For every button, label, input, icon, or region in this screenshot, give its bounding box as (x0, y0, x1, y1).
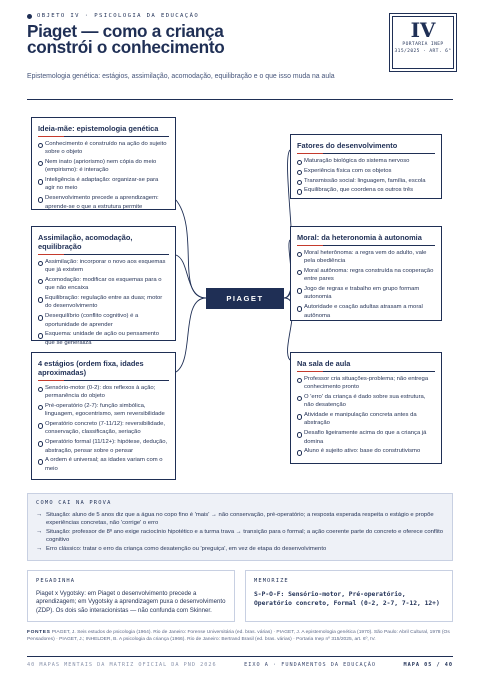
list-item: Conhecimento é construído na ação do sujeito sobre o objeto (38, 140, 169, 157)
prova-heading: COMO CAI NA PROVA (36, 500, 112, 506)
card-quatro-estagios (31, 352, 176, 480)
list-item: Equilibração: regulação entre as duas; motor do desenvolvimento (38, 294, 169, 311)
list-item: Transmissão social: linguagem, família, escola (297, 177, 435, 185)
stamp-line2: 315/2025 · ART. 6° (394, 48, 452, 54)
list-item: Moral autônoma: regra construída na cooperação entre pares (297, 267, 435, 284)
kicker-text: OBJETO IV · PSICOLOGIA DA EDUCAÇÃO (37, 13, 200, 19)
list-item: Equilibração, que coordena os outros três (297, 186, 435, 194)
page-title-line2: constrói o conhecimento (27, 37, 225, 57)
fontes-text: PIAGET, J. Seis estudos de psicologia (1964). Rio de Janeiro: Forense Universitária (ed. bras. várias) · PIAGET, J. A epistemologia genética (1970). São Paulo: Abril Cultural, 1978 (Os Pensadores) · PIAGET, J.; INHELDER, B. A psicologia da criança (1966). Rio de Janeiro: Bertrand Brasil (ed. bras. várias) · Portaria Inep nº 315/2025, art. 6º, IV. (27, 630, 450, 642)
list-item: Desafio ligeiramente acima do que a criança já domina (297, 429, 435, 446)
list-item: Professor cria situações-problema; não entrega conhecimento pronto (297, 375, 435, 392)
list-item: Nem inato (apriorismo) nem cópia do meio (empirismo): é interação (38, 158, 169, 175)
stamp-numeral: IV (410, 18, 436, 42)
list-item: Operatório concreto (7-11/12): reversibilidade, conservação, classificação, seriação (38, 420, 169, 437)
prova-item: → Situação: aluno de 5 anos diz que a água no copo fino é 'mais' → não conservação, pré-operatório; a resposta esperada respeita o estágio e propõe experiências concretas, não 'corrige' o erro (36, 511, 444, 527)
footer-series: 40 MAPAS MENTAIS DA MATRIZ OFICIAL DA PND 2026 (27, 662, 217, 668)
pegadinha-box (27, 570, 235, 622)
list-item: Moral heterônoma: a regra vem do adulto, vale pela obediência (297, 249, 435, 266)
page-footer (27, 656, 453, 668)
card-fatores-desenvolvimento (290, 134, 442, 199)
pegadinha-heading: PEGADINHA (36, 578, 76, 584)
list-item: Operatório formal (11/12+): hipótese, dedução, abstração, pensar sobre o pensar (38, 438, 169, 455)
card-title: 4 estágios (ordem fixa, idades aproximadas) (38, 359, 169, 381)
page-subtitle: Epistemologia genética: estágios, assimilação, acomodação, equilibração e o que isso muda na aula (27, 73, 335, 80)
footer-page-number: MAPA 05 / 40 (403, 662, 453, 668)
list-item: O 'erro' da criança é dado sobre sua estrutura, não desatenção (297, 393, 435, 410)
card-moral (290, 226, 442, 321)
memorize-box (245, 570, 453, 622)
memorize-heading: MEMORIZE (254, 578, 289, 584)
card-epistemologia-genetica (31, 117, 176, 210)
footer-eixo: EIXO A · FUNDAMENTOS DA EDUCAÇÃO (244, 662, 377, 668)
card-assimilacao-acomodacao (31, 226, 176, 346)
list-item: Inteligência é adaptação: organizar-se para agir no meio (38, 176, 169, 193)
card-title: Na sala de aula (297, 359, 435, 372)
fontes-label: FONTES (27, 630, 51, 635)
card-title: Assimilação, acomodação, equilibração (38, 233, 169, 255)
list-item: Desenvolvimento precede a aprendizagem: aprende-se o que a estrutura permite (38, 194, 169, 211)
list-item: Pré-operatório (2-7): função simbólica, linguagem, egocentrismo, sem reversibilidade (38, 402, 169, 419)
list-item: Sensório-motor (0-2): dos reflexos à ação; permanência do objeto (38, 384, 169, 401)
list-item: Acomodação: modificar os esquemas para o que não encaixa (38, 276, 169, 293)
pegadinha-text: Piaget x Vygotsky: em Piaget o desenvolvimento precede a aprendizagem; em Vygotsky a aprendizagem puxa o desenvolvimento (ZDP). Os dois são interacionistas — não confunda com Skinner. (36, 590, 226, 614)
list-item: Desequilíbrio (conflito cognitivo) é a oportunidade de aprender (38, 312, 169, 329)
card-title: Moral: da heteronomia à autonomia (297, 233, 435, 246)
memorize-text: S-P-O-F: Sensório-motor, Pré-operatório, Operatório concreto, Formal (0-2, 2-7, 7-12, 12+) (254, 591, 440, 607)
central-node-piaget: PIAGET (206, 288, 284, 309)
list-item: Esquema: unidade de ação ou pensamento que se generaliza (38, 330, 169, 347)
fontes (27, 630, 453, 644)
list-item: A ordem é universal; as idades variam com o meio (38, 456, 169, 473)
list-item: Aluno é sujeito ativo: base do construtivismo (297, 447, 435, 455)
list-item: Maturação biológica do sistema nervoso (297, 157, 435, 165)
card-sala-de-aula (290, 352, 442, 464)
como-cai-na-prova (27, 493, 453, 561)
list-item: Assimilação: incorporar o novo aos esquemas que já existem (38, 258, 169, 275)
card-title: Fatores do desenvolvimento (297, 141, 435, 154)
card-title: Ideia-mãe: epistemologia genética (38, 124, 169, 137)
list-item: Autoridade e coação adultas atrasam a moral autônoma (297, 303, 435, 320)
list-item: Jogo de regras e trabalho em grupo formam autonomia (297, 285, 435, 302)
prova-item: → Erro clássico: tratar o erro da criança como desatenção ou 'preguiça', em vez de etapa do desenvolvimento (36, 545, 444, 553)
stamp-line1: PORTARIA INEP (402, 42, 444, 47)
list-item: Atividade e manipulação concreta antes da abstração (297, 411, 435, 428)
prova-item: → Situação: professor de 8º ano exige raciocínio hipotético e a turma trava → transição para o formal; a ação coerente parte do concreto e oferece conflito cognitivo (36, 528, 444, 544)
page-title-line1: Piaget — como a criança (27, 21, 224, 41)
list-item: Experiência física com os objetos (297, 167, 435, 175)
